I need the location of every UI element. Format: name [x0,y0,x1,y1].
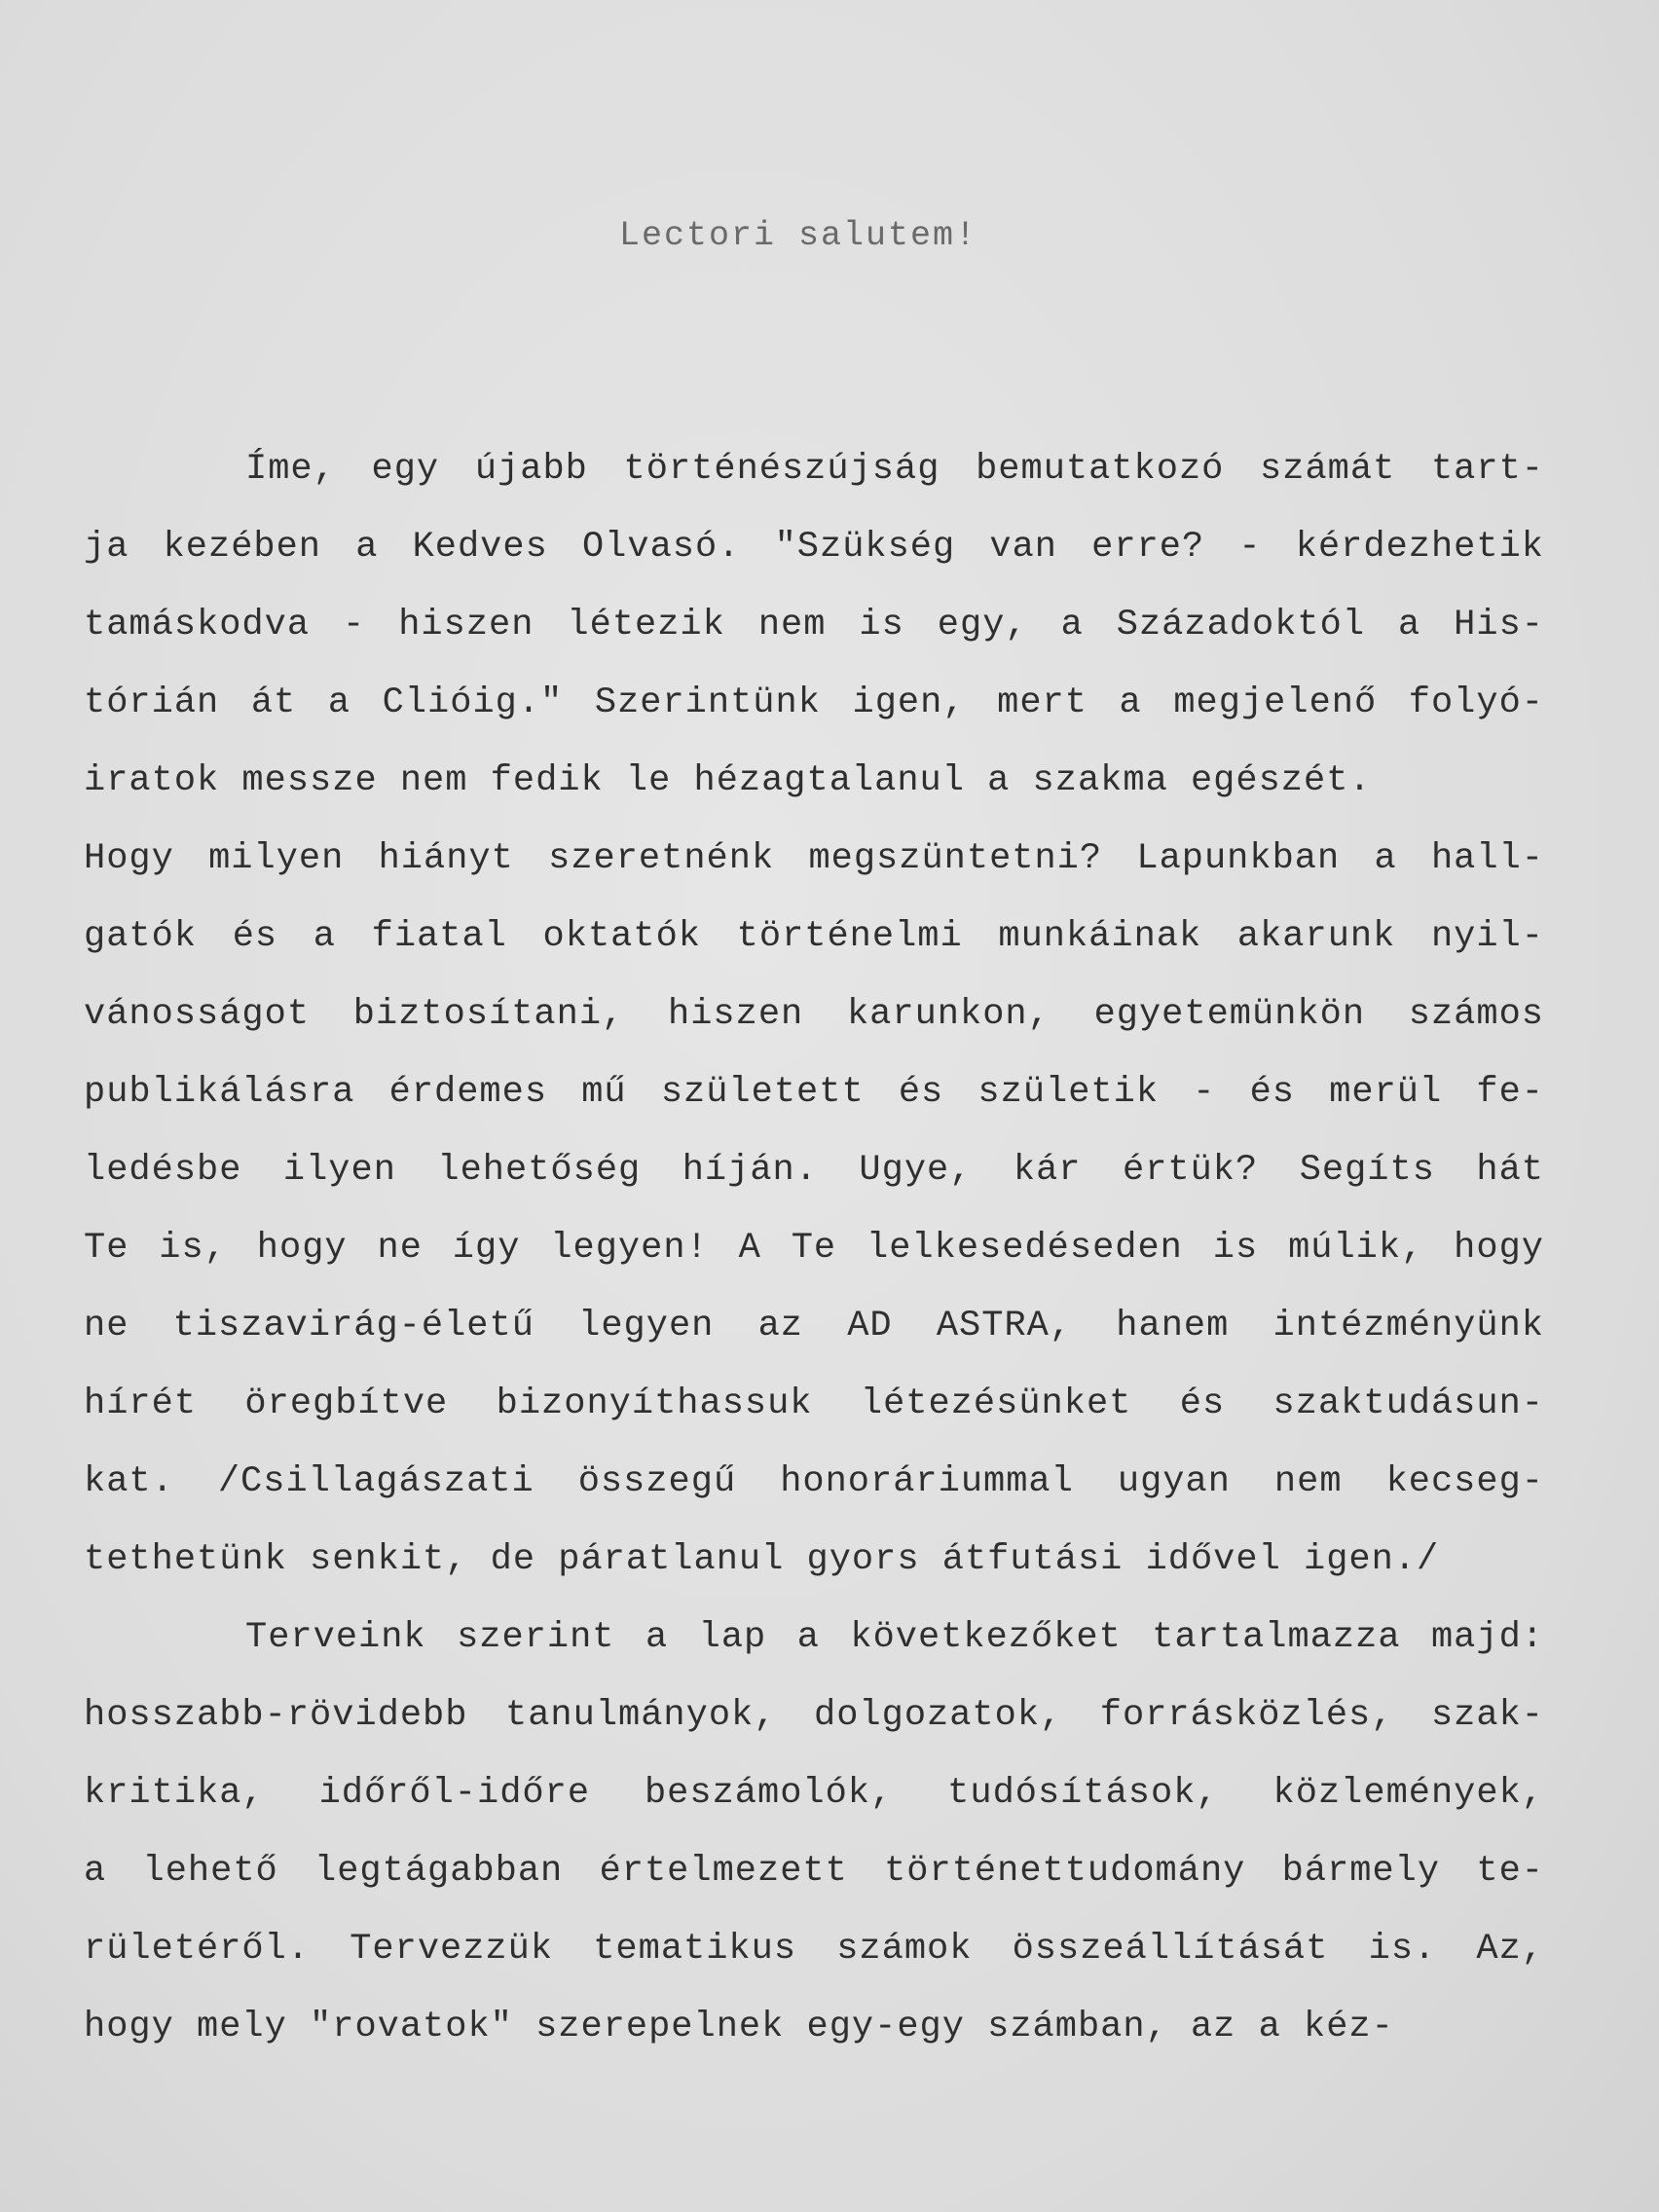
text-line: tethetünk senkit, de páratlanul gyors átfutási idővel igen./ [84,1539,1440,1580]
text-line: iratok messze nem fedik le hézagtalanul a szakma egészét. [84,760,1372,801]
text-line: a lehető legtágabban értelmezett történettudomány bármely te- [84,1851,1544,1892]
text-line: Te is, hogy ne így legyen! A Te lelkesedéseden is múlik, hogy [84,1228,1544,1269]
text-line: hosszabb-rövidebb tanulmányok, dolgozatok, forrásközlés, szak- [84,1695,1544,1736]
text-line: hírét öregbítve bizonyíthassuk létezésünket és szaktudásun- [84,1383,1544,1424]
text-line: kat. /Csillagászati összegű honoráriummal ugyan nem kecseg- [84,1461,1544,1502]
page-heading: Lectori salutem! [618,216,978,255]
text-line: tamáskodva - hiszen létezik nem is egy, a Századoktól a His- [84,605,1544,645]
text-line: vánosságot biztosítani, hiszen karunkon, egyetemünkön számos [84,994,1544,1035]
text-line: Hogy milyen hiányt szeretnénk megszüntetni? Lapunkban a hall- [84,838,1544,879]
text-line: Íme, egy újabb történészújság bemutatkozó számát tart- [245,449,1544,490]
body-text [84,448,1544,2083]
text-line: publikálásra érdemes mű született és születik - és merül fe- [84,1072,1544,1113]
text-line: ja kezében a Kedves Olvasó. "Szükség van erre? - kérdezhetik [84,527,1544,568]
text-line: hogy mely "rovatok" szerepelnek egy-egy számban, az a kéz- [84,2007,1394,2047]
text-line: tórián át a Clióig." Szerintünk igen, mert a megjelenő folyó- [84,682,1544,723]
text-line: Terveink szerint a lap a következőket tartalmazza majd: [245,1617,1544,1658]
text-line: kritika, időről-időre beszámolók, tudósítások, közlemények, [84,1773,1544,1814]
text-line: ne tiszavirág-életű legyen az AD ASTRA, hanem intézményünk [84,1306,1544,1346]
text-line: gatók és a fiatal oktatók történelmi munkáinak akarunk nyil- [84,916,1544,957]
text-line: ledésbe ilyen lehetőség híján. Ugye, kár értük? Segíts hát [84,1150,1544,1191]
text-line: rületéről. Tervezzük tematikus számok összeállítását is. Az, [84,1929,1544,1970]
